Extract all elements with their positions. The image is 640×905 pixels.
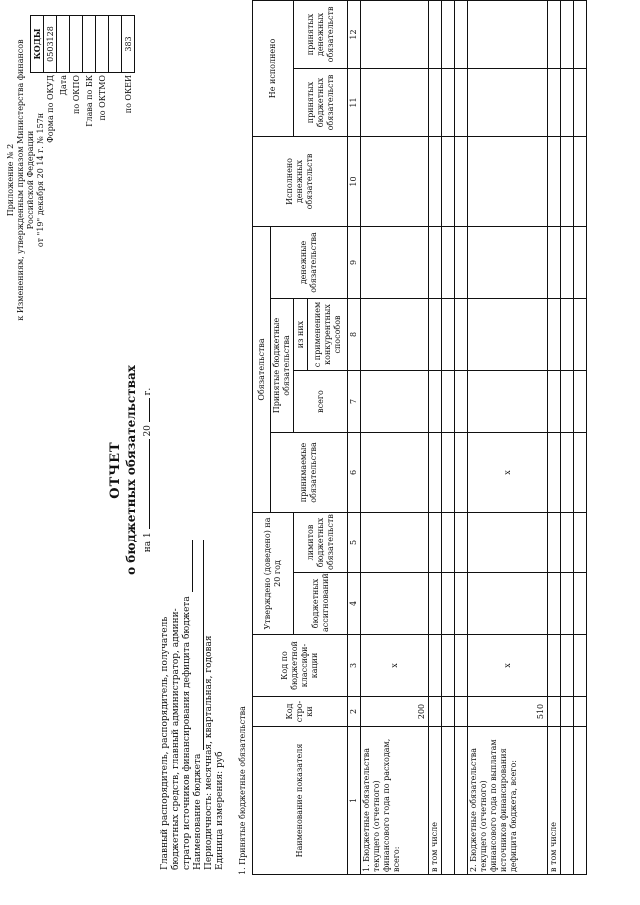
reporter-line: стратор источников финансирования дефицита бюджета	[182, 596, 192, 870]
row-name: в том числе	[429, 727, 442, 875]
col-header-pending: принимаемые обязательства	[271, 433, 348, 513]
col-header-name: Наименование показателя	[253, 727, 348, 875]
row-pending	[561, 433, 574, 513]
col-number: 5	[348, 513, 361, 573]
code-label-bk: Глава по БК	[84, 75, 94, 127]
row-pending	[361, 433, 429, 513]
group-header-obligations: Обязательства	[253, 226, 271, 512]
code-value-okud: 0503128	[44, 16, 57, 73]
row-kbk: x	[361, 635, 429, 697]
row-kbk	[561, 635, 574, 697]
row-name	[561, 727, 574, 875]
report-subtitle: о бюджетных обязательствах	[124, 365, 138, 575]
reporter-info	[160, 540, 226, 870]
col-header-total: всего	[294, 371, 348, 433]
budget-name-label: Наименование бюджета	[193, 753, 203, 870]
col-number: 1	[348, 727, 361, 875]
col-header-unexec-budget: принятых бюджетных обязательств	[294, 68, 348, 136]
col-number: 7	[348, 371, 361, 433]
row-pending	[455, 433, 468, 513]
appendix-date-line: от "19" декабря 20 14 г. № 157н	[36, 112, 45, 248]
col-header-allocations: бюджетных ассигнований	[294, 573, 348, 635]
row-pending	[429, 433, 442, 513]
row-code	[561, 697, 574, 727]
col-header-competitive: с применением конкурентных способов	[308, 299, 348, 371]
period-year: 20	[143, 425, 153, 437]
col-header-executed: Исполнено денежных обязательств	[253, 136, 348, 226]
row-name	[574, 727, 587, 875]
code-label-okpo: по ОКПО	[71, 75, 81, 114]
code-label-okud: Форма по ОКУД	[45, 75, 55, 143]
col-header-of-them: из них	[294, 299, 308, 371]
table-row	[468, 0, 548, 874]
table-row	[574, 0, 587, 874]
col-number: 2	[348, 697, 361, 727]
code-value-okei: 383	[122, 16, 135, 73]
period-suffix: г.	[143, 387, 153, 396]
row-kbk	[574, 635, 587, 697]
col-number: 11	[348, 68, 361, 136]
col-number: 6	[348, 433, 361, 513]
reporter-line: Главный распорядитель, распорядитель, получатель	[160, 616, 170, 870]
row-code	[574, 697, 587, 727]
row-code: 200	[361, 697, 429, 727]
period-prefix: на 1	[143, 532, 153, 553]
obligations-table	[252, 0, 587, 875]
col-number: 4	[348, 573, 361, 635]
code-value-date	[57, 16, 70, 73]
row-name	[455, 727, 468, 875]
code-label-empty	[109, 73, 122, 146]
report-title: ОТЧЕТ	[108, 441, 123, 499]
col-header-limits: лимитов бюджетных обязательств	[294, 513, 348, 573]
row-pending	[574, 433, 587, 513]
row-pending: x	[468, 433, 548, 513]
table-row	[361, 0, 429, 874]
row-code: 510	[468, 697, 548, 727]
row-code	[455, 697, 468, 727]
col-header-monetary: денежные обязательства	[271, 226, 348, 298]
table-row	[561, 0, 574, 874]
row-name: в том числе	[548, 727, 561, 875]
col-number: 8	[348, 299, 361, 371]
code-label-date: Дата	[58, 75, 68, 96]
col-number: 9	[348, 226, 361, 298]
row-name	[442, 727, 455, 875]
table-row	[455, 0, 468, 874]
row-kbk	[442, 635, 455, 697]
appendix-label: Приложение № 2	[6, 143, 15, 217]
code-value-oktmo	[96, 16, 109, 73]
col-header-kbk: Код по бюджетной классифи-кации	[253, 635, 348, 697]
row-pending	[548, 433, 561, 513]
code-value-okpo	[70, 16, 83, 73]
col-number: 10	[348, 136, 361, 226]
group-header-unexecuted: Не исполнено	[253, 0, 294, 136]
row-kbk	[548, 635, 561, 697]
table-row	[442, 0, 455, 874]
col-number: 3	[348, 635, 361, 697]
row-kbk	[429, 635, 442, 697]
row-code	[429, 697, 442, 727]
reporter-name-underline	[191, 540, 193, 592]
col-header-unexec-monetary: принятых денежных обязательств	[294, 0, 348, 68]
row-name: 1. Бюджетные обязательства текущего (отчетного) финансового года по расходам, всего:	[361, 727, 429, 875]
periodicity-line: Периодичность: месячная, квартальная, годовая	[204, 635, 214, 870]
codes-block	[30, 15, 135, 145]
column-number-row	[348, 0, 361, 874]
row-kbk: x	[468, 635, 548, 697]
reporter-line: бюджетных средств, главный администратор, админи-	[171, 608, 181, 870]
row-name: 2. Бюджетные обязательства текущего (отчетного) финансового года по выплатам источников финансирования дефицита бюджета, всего:	[468, 727, 548, 875]
code-value-empty	[109, 16, 122, 73]
appendix-order-line: к Изменениям, утвержденным приказом Министерства финансов Российской Федерации	[16, 39, 35, 321]
row-code	[442, 697, 455, 727]
group-header-accepted: Принятые бюджетные обязательства	[271, 299, 294, 433]
col-header-line-code: Код стро-ки	[253, 697, 348, 727]
code-value-bk	[83, 16, 96, 73]
report-period	[143, 335, 153, 605]
row-code	[548, 697, 561, 727]
group-header-approved: Утверждено (доведено) на 20 год	[253, 513, 294, 635]
code-label-okei: по ОКЕИ	[123, 75, 133, 114]
unit-line: Единица измерения: руб	[215, 751, 225, 870]
row-kbk	[455, 635, 468, 697]
section-title: 1. Принятые бюджетные обязательства	[238, 706, 247, 875]
table-row	[548, 0, 561, 874]
col-number: 12	[348, 0, 361, 68]
row-pending	[442, 433, 455, 513]
code-label-oktmo: по ОКТМО	[97, 75, 107, 121]
table-row	[429, 0, 442, 874]
codes-header: КОДЫ	[31, 16, 44, 73]
